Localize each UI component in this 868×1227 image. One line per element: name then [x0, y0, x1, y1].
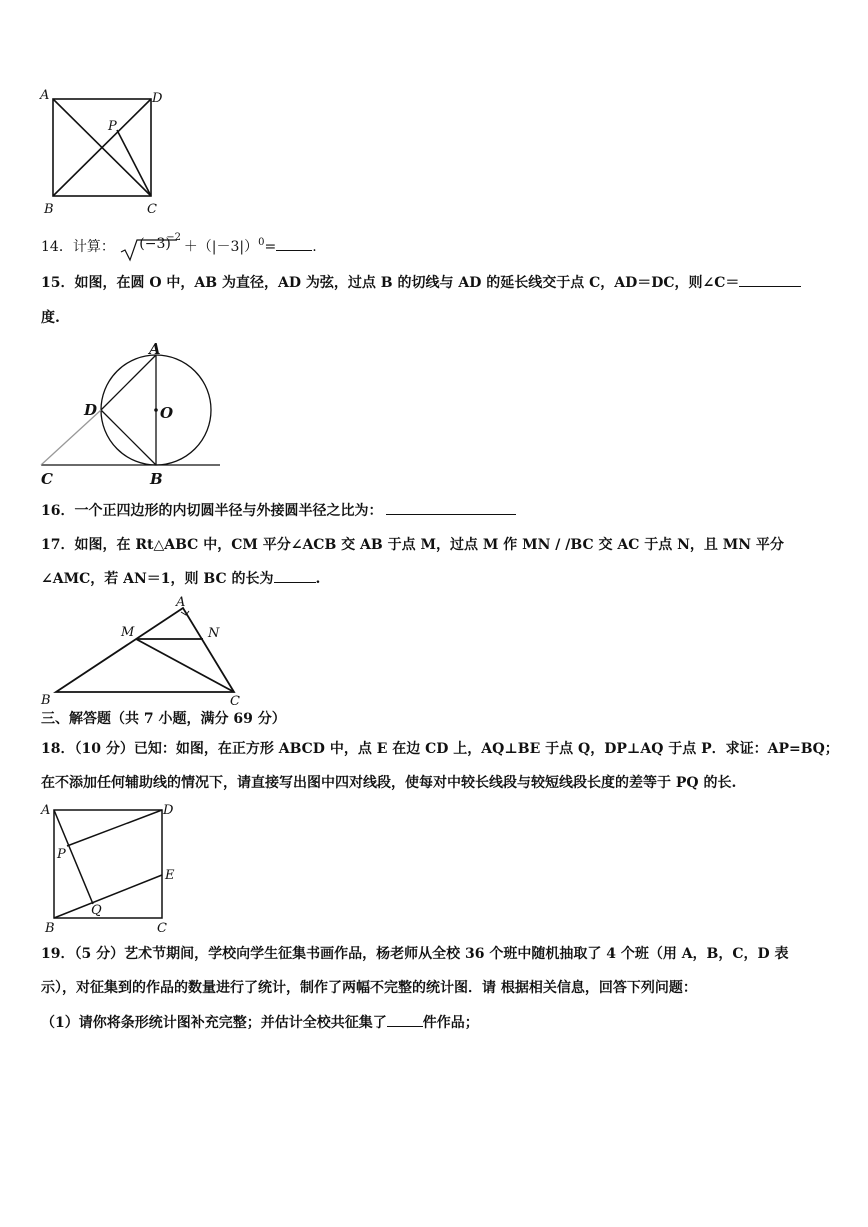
fig13-label-b: B [44, 202, 54, 217]
q14-radicand: (−3) [139, 236, 171, 252]
fig18-label-d: D [163, 803, 174, 818]
question-18-line2: 在不添加任何辅助线的情况下，请直接写出图中四对线段，使每对中较长线段与较短线段长度的差等于 PQ 的长. [41, 775, 737, 791]
q19-blank[interactable] [387, 1026, 423, 1027]
fig18-label-a: A [41, 803, 51, 818]
fig13-label-c: C [147, 202, 157, 217]
fig17-label-m: M [121, 625, 135, 640]
q17-end: . [315, 571, 321, 587]
q19-part1-text: （1）请你将条形统计图补充完整；并估计全校共征集了 [41, 1015, 387, 1031]
q19-part1-end: 件作品； [422, 1015, 479, 1031]
question-17-line1: 17．如图，在 Rt△ABC 中，CM 平分∠ACB 交 AB 于点 M，过点 M 作 MN / /BC 交 AC 于点 N，且 MN 平分 [41, 537, 784, 553]
question-19-line2: 示），对征集到的作品的数量进行了统计，制作了两幅不完整的统计图．请 根据相关信息，回答下列问题： [41, 980, 697, 996]
fig18-label-e: E [165, 868, 175, 883]
q14-eq: = [264, 239, 277, 255]
fig15-label-d: D [84, 401, 98, 419]
question-15-line2: 度. [41, 310, 60, 326]
q14-exponent: −2 [166, 232, 182, 243]
section-title: 三、解答题（共 7 小题，满分 69 分） [41, 711, 286, 727]
q15-text: 15．如图，在圆 O 中，AB 为直径，AD 为弦，过点 B 的切线与 AD 的延长线交于点 C，AD＝DC，则∠C＝ [41, 275, 740, 291]
q14-zero-exp: 0 [258, 237, 265, 248]
fig18-label-c: C [157, 921, 167, 936]
fig15-label-b: B [150, 470, 163, 488]
fig15-label-c: C [41, 470, 53, 488]
fig18-label-q: Q [91, 903, 102, 918]
question-18-line1: 18．（10 分）已知：如图，在正方形 ABCD 中，点 E 在边 CD 上，AQ⊥BE 于点 Q，DP⊥AQ 于点 P．求证：AP=BQ； [41, 741, 839, 757]
question-19-line1: 19．（5 分）艺术节期间，学校向学生征集书画作品，杨老师从全校 36 个班中随机抽取了 4 个班（用 A，B，C，D 表 [41, 946, 789, 962]
fig13-label-d: D [152, 91, 163, 106]
fig18-label-b: B [45, 921, 55, 936]
fig13-label-p: P [108, 119, 117, 134]
fig13-label-a: A [40, 88, 50, 103]
fig17-label-a: A [176, 595, 186, 610]
fig17-label-n: N [208, 626, 220, 641]
q14-end: . [312, 239, 317, 255]
fig18-label-p: P [57, 847, 66, 862]
q14-prefix: 14．计算： [41, 239, 115, 255]
fig15-label-a: A [149, 340, 161, 358]
fig15-label-o: O [160, 404, 174, 422]
fig17-label-b: B [41, 693, 51, 708]
q16-text: 16．一个正四边形的内切圆半径与外接圆半径之比为： [41, 503, 383, 519]
q17-text: ∠AMC，若 AN＝1，则 BC 的长为 [41, 571, 274, 587]
fig17-label-c: C [230, 694, 240, 709]
q14-abs-term: ＋（|－3|） [183, 239, 259, 255]
question-19-part1 [41, 1013, 479, 1033]
